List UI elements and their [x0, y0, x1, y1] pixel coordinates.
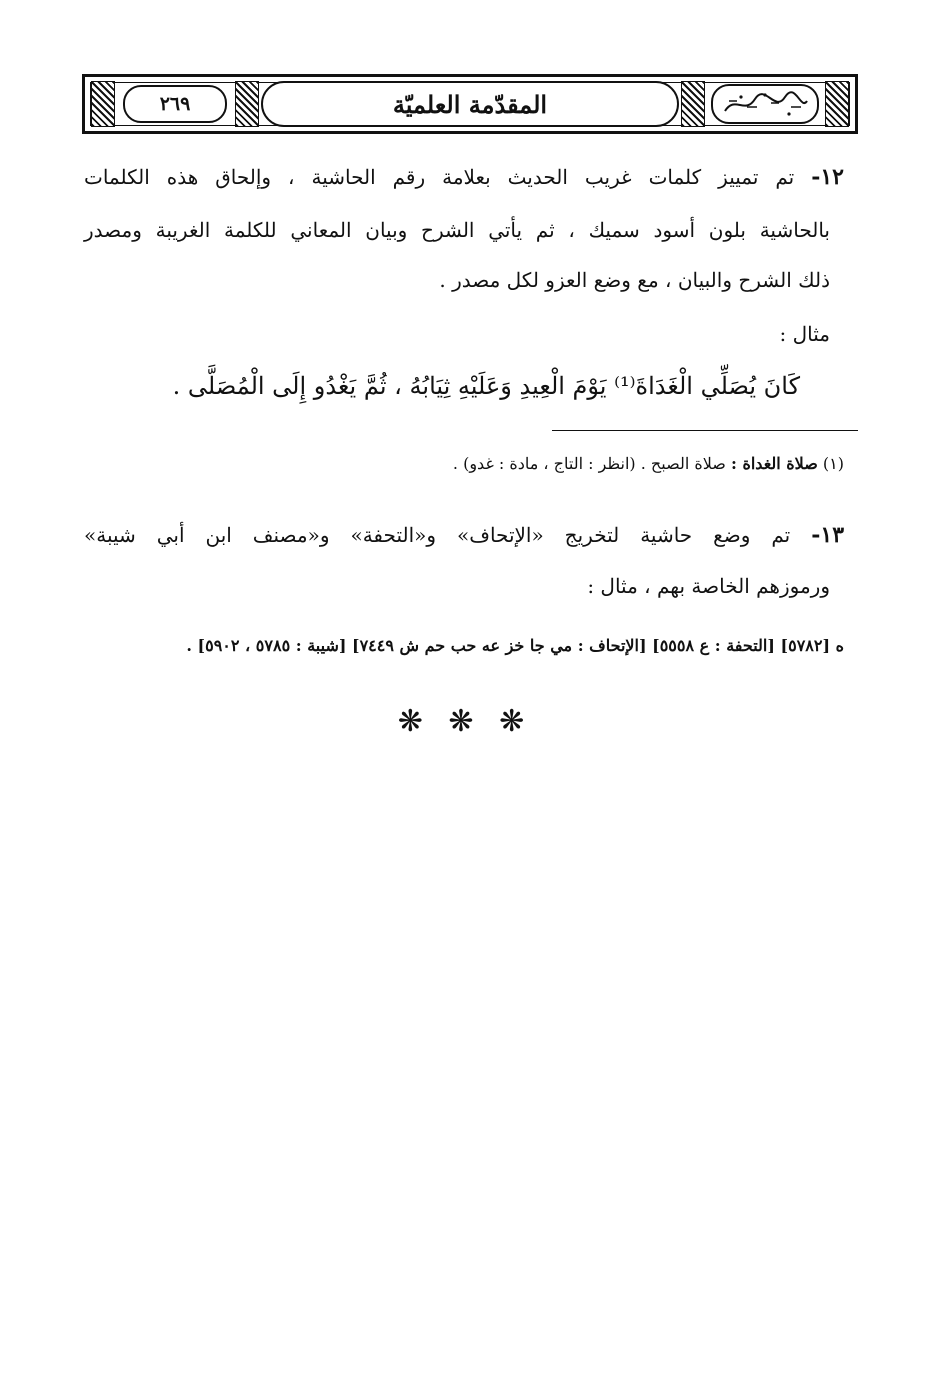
header-ornament-right — [825, 81, 849, 127]
item-13-line-1 — [84, 522, 844, 548]
header-ornament-left-inner — [235, 81, 259, 127]
footnote-divider — [552, 430, 858, 431]
footnote-text: صلاة الصبح . (انظر : التاج ، مادة : غدو) . — [452, 454, 726, 473]
page-number: ٢٦٩ — [123, 85, 227, 123]
section-end-ornament: ❋ ❋ ❋ — [397, 704, 533, 739]
example-hadith-text: كَانَ يُصَلِّي الْغَدَاةَ⁽¹⁾ يَوْمَ الْعِيدِ وَعَلَيْهِ ثِيَابُهُ ، ثُمَّ يَغْدُو إِلَى الْمُصَلَّى . — [172, 372, 800, 400]
item-13-line-2: ورموزهم الخاصة بهم ، مثال : — [587, 574, 830, 598]
page-title: المقدّمة العلميّة — [392, 89, 548, 119]
item-13-number: ١٣- — [811, 522, 845, 548]
reference-example: ه [٥٧٨٢] [التحفة : ع ٥٥٥٨] [الإتحاف : مي جا خز عه حب حم ش ٧٤٤٩] [شيبة : ٥٧٨٥ ، ٥٩٠٢] . — [186, 636, 844, 655]
book-logo — [711, 84, 819, 124]
example-label: مثال : — [779, 322, 830, 346]
header-ornament-left — [91, 81, 115, 127]
item-13-text-1: تم وضع حاشية لتخريج «الإتحاف» و«التحفة» و«مصنف ابن أبي شيبة» — [84, 523, 791, 547]
calligraphy-logo-icon — [717, 89, 813, 119]
footnote-marker: (١) — [822, 454, 844, 473]
footnote-term: صلاة الغداة : — [730, 454, 818, 473]
page-header — [82, 74, 858, 134]
footnote-1 — [453, 454, 844, 473]
logo-container — [705, 81, 825, 127]
title-area — [261, 81, 679, 127]
header-ornament-right-inner — [681, 81, 705, 127]
item-12-line-2: بالحاشية بلون أسود سميك ، ثم يأتي الشرح وبيان المعاني للكلمة الغريبة ومصدر — [84, 218, 830, 242]
item-12-line-3: ذلك الشرح والبيان ، مع وضع العزو لكل مصدر . — [439, 268, 830, 292]
item-12-line-1 — [84, 164, 844, 190]
page-number-container — [115, 81, 235, 127]
item-12-number: ١٢- — [811, 164, 844, 190]
item-12-text-1: تم تمييز كلمات غريب الحديث بعلامة رقم الحاشية ، وإلحاق هذه الكلمات — [84, 165, 795, 189]
